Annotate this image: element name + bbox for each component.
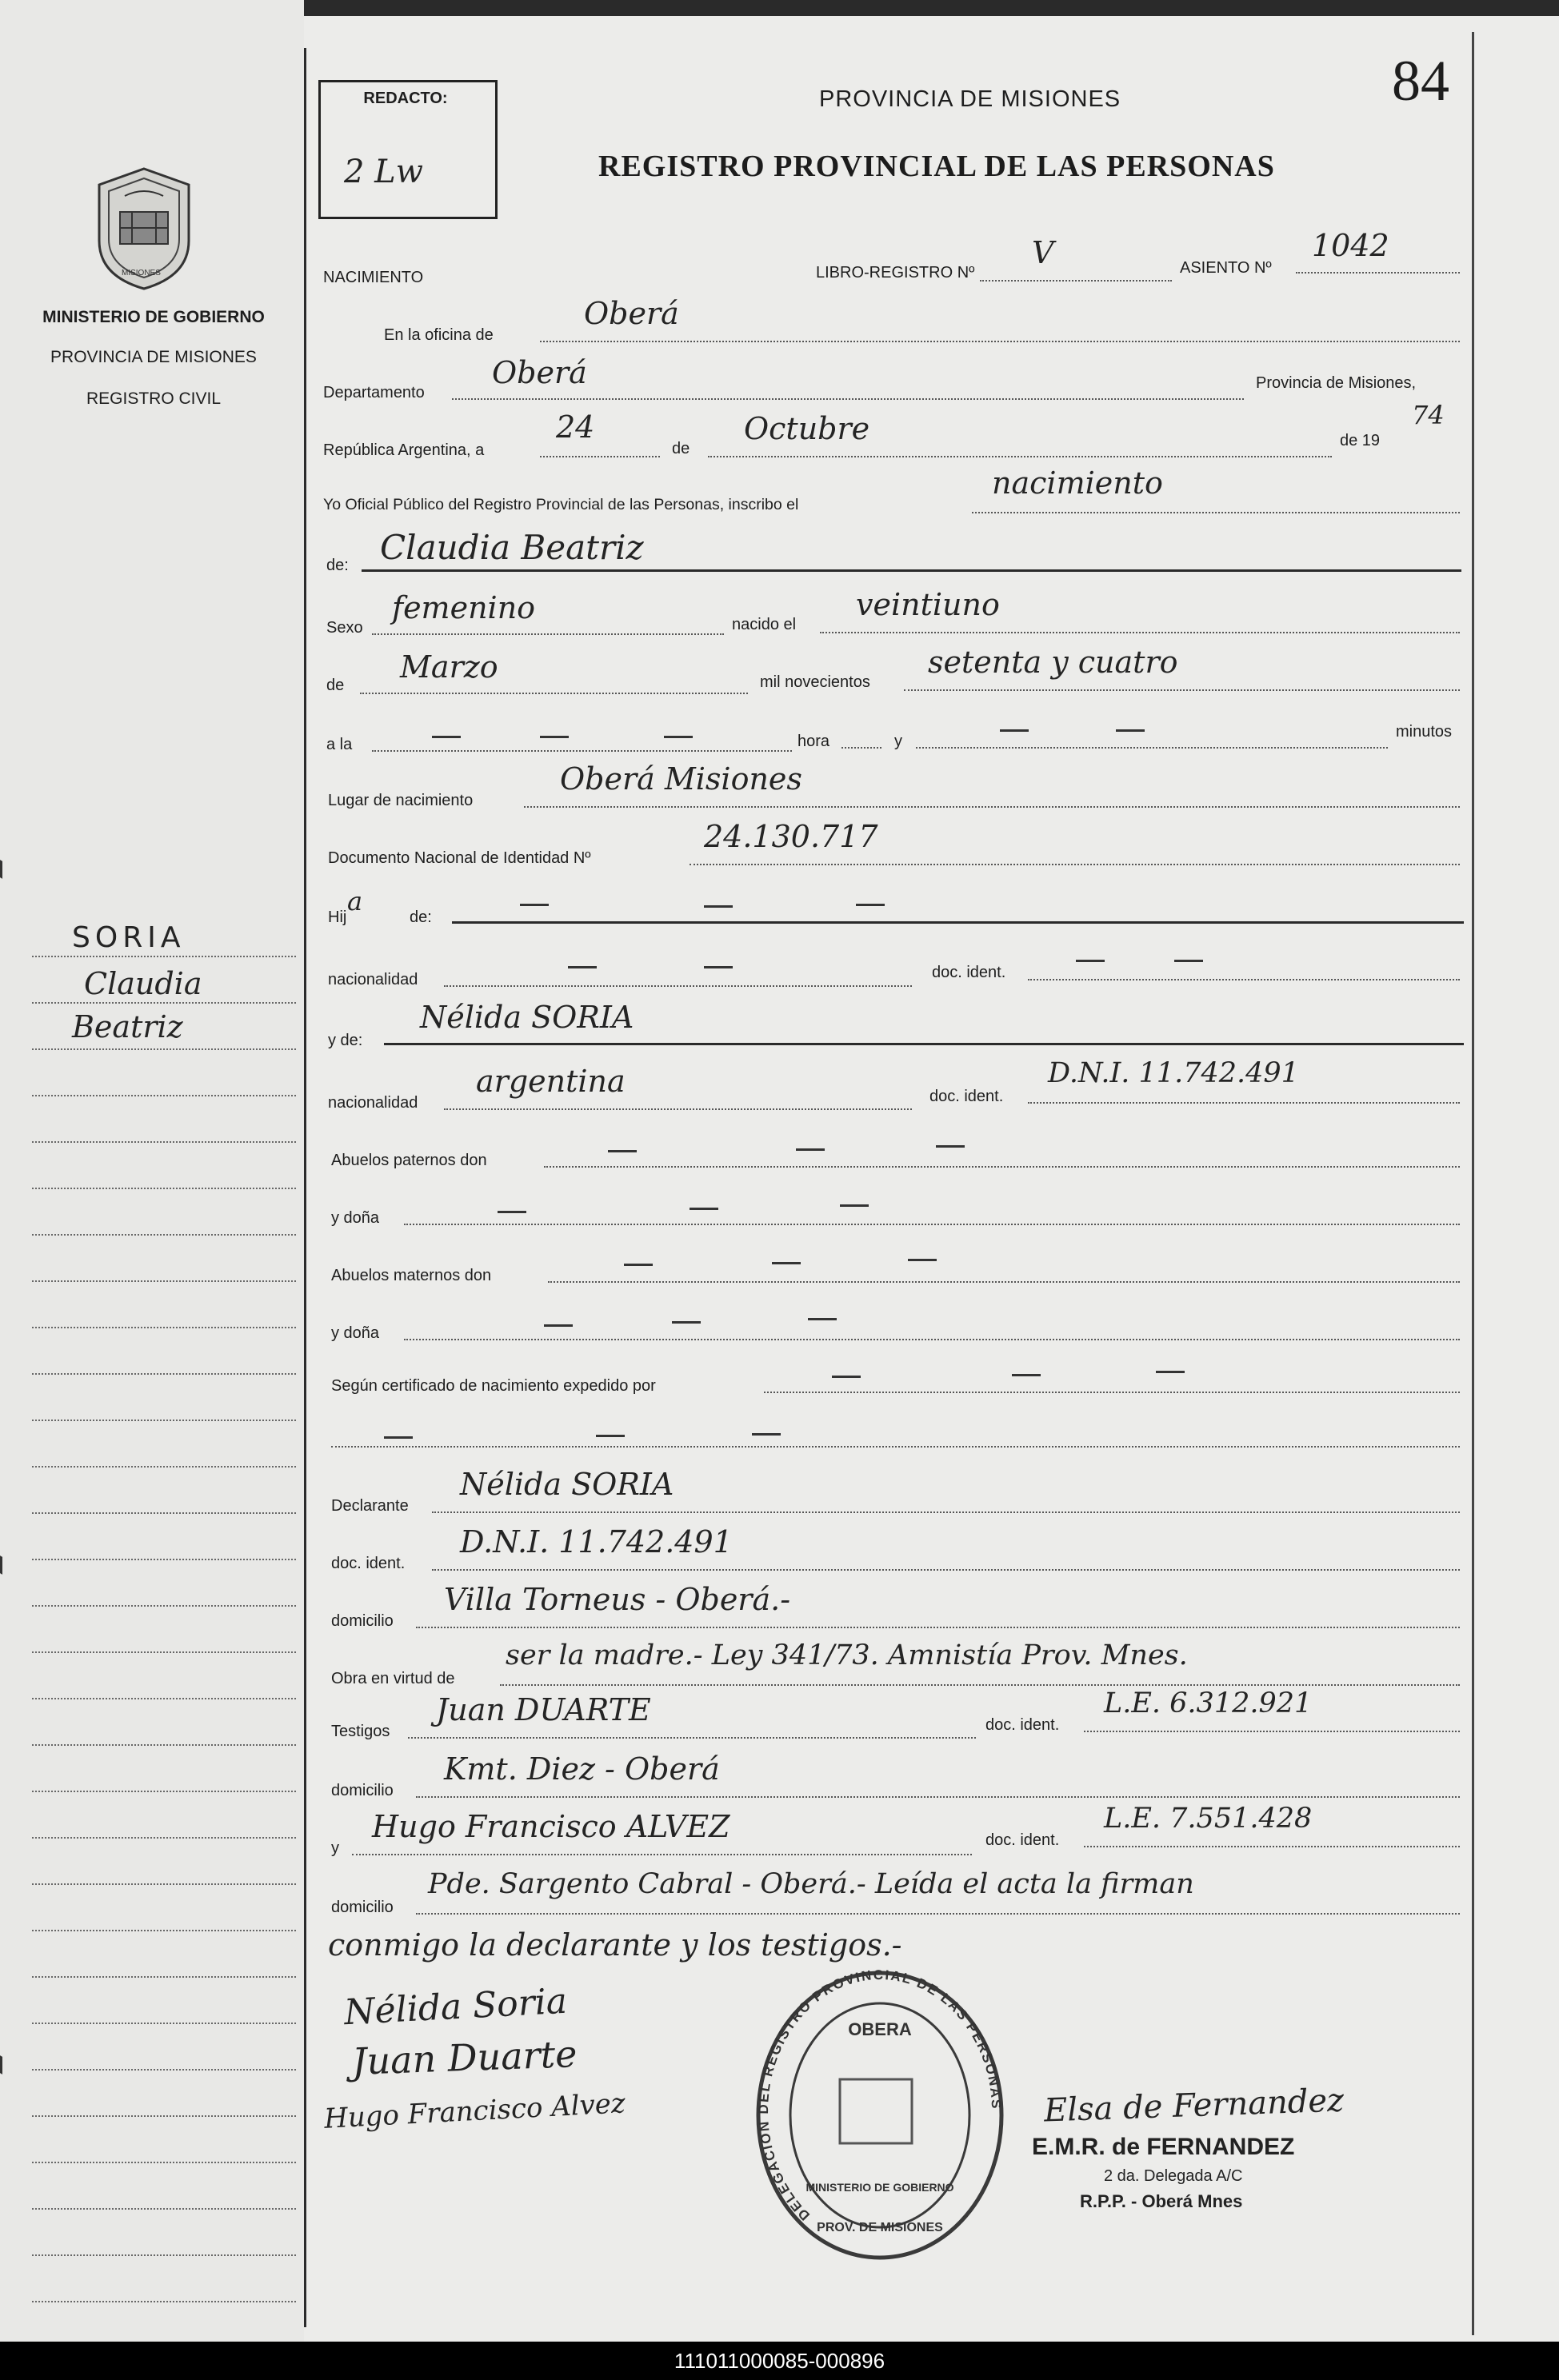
signature-testigo2: Hugo Francisco Alvez bbox=[323, 2087, 626, 2135]
footer-document-id: 111011000085-000896 bbox=[0, 2342, 1559, 2380]
emblem-label: MISIONES bbox=[122, 269, 161, 278]
lugar-value: Oberá Misiones bbox=[560, 761, 802, 797]
margin-rule-line bbox=[32, 1559, 296, 1560]
margin-rule-line bbox=[32, 2162, 296, 2163]
doc2-value: D.N.I. 11.742.491 bbox=[1048, 1057, 1299, 1089]
libro-value: V bbox=[1032, 235, 1054, 270]
test-doc2-label: doc. ident. bbox=[985, 1831, 1060, 1849]
margin-rule-line bbox=[32, 1930, 296, 1931]
testigo2-value: Hugo Francisco ALVEZ bbox=[372, 1809, 730, 1844]
blank-dash bbox=[432, 736, 461, 738]
libro-label: LIBRO-REGISTRO Nº bbox=[816, 264, 975, 282]
closing-text: conmigo la declarante y los testigos.- bbox=[328, 1927, 902, 1963]
hora2-line bbox=[841, 747, 881, 749]
nacimiento-label: NACIMIENTO bbox=[323, 269, 424, 286]
test-doc2-line bbox=[1084, 1846, 1460, 1847]
mes-nac-value: Marzo bbox=[400, 649, 498, 685]
margin-rule-line bbox=[32, 1002, 296, 1004]
test-doc2-value: L.E. 7.551.428 bbox=[1104, 1803, 1313, 1835]
asiento-label: ASIENTO Nº bbox=[1180, 259, 1272, 277]
blank-dash bbox=[704, 905, 733, 908]
margin-rule-line bbox=[32, 2301, 296, 2302]
lugar-label: Lugar de nacimiento bbox=[328, 792, 474, 809]
margin-rule-line bbox=[32, 1466, 296, 1468]
official-seal-stamp bbox=[752, 1967, 1008, 2263]
margin-rule-line bbox=[32, 1280, 296, 1282]
segun-line bbox=[764, 1392, 1460, 1393]
registry-title: REGISTRO PROVINCIAL DE LAS PERSONAS bbox=[598, 150, 1275, 183]
hijo-label: Hij bbox=[328, 908, 347, 926]
domicilio3-line bbox=[416, 1913, 1460, 1915]
margin-surname: SORIA bbox=[72, 921, 186, 954]
margin-rule-line bbox=[32, 1188, 296, 1189]
signature-declarante: Nélida Soria bbox=[342, 1980, 569, 2034]
declarante-label: Declarante bbox=[331, 1497, 409, 1515]
blank-dash bbox=[672, 1321, 701, 1324]
nacido-label: nacido el bbox=[732, 616, 797, 633]
margin-rule-line bbox=[32, 1327, 296, 1328]
dni-line bbox=[690, 864, 1460, 865]
abuelos-pat-label: Abuelos paternos don bbox=[331, 1152, 487, 1169]
nac1-label: nacionalidad bbox=[328, 971, 418, 988]
domicilio3-value: Pde. Sargento Cabral - Oberá.- Leída el acta la firman bbox=[428, 1868, 1194, 1900]
nac2-line bbox=[444, 1108, 912, 1110]
madre-value: Nélida SORIA bbox=[420, 1000, 634, 1035]
blank-dash bbox=[596, 1435, 625, 1437]
margin-civil: REGISTRO CIVIL bbox=[86, 389, 222, 408]
republica-label: República Argentina, a bbox=[323, 441, 485, 459]
blank-dash bbox=[544, 1324, 573, 1327]
blank-dash bbox=[624, 1264, 653, 1266]
obra-value: ser la madre.- Ley 341/73. Amnistía Prov. Mnes. bbox=[506, 1639, 1188, 1671]
departamento-line bbox=[452, 398, 1244, 400]
obra-label: Obra en virtud de bbox=[331, 1670, 455, 1687]
lugar-line bbox=[524, 806, 1460, 808]
domicilio2-label: domicilio bbox=[331, 1782, 394, 1799]
de-label: de bbox=[672, 440, 690, 457]
dni-value: 24.130.717 bbox=[704, 819, 878, 854]
blank-dash bbox=[384, 1436, 413, 1439]
blank-dash bbox=[856, 904, 885, 906]
blank-dash bbox=[690, 1208, 718, 1210]
blank-dash bbox=[664, 736, 693, 738]
de2-label: de bbox=[326, 677, 345, 694]
provincia-label: Provincia de Misiones, bbox=[1256, 374, 1417, 392]
blank-dash bbox=[498, 1211, 526, 1213]
anio-nac-line bbox=[904, 689, 1460, 691]
dia-line bbox=[540, 456, 660, 457]
margin-rule-line bbox=[32, 1095, 296, 1096]
departamento-label: Departamento bbox=[323, 384, 425, 401]
oficina-line bbox=[540, 341, 1460, 342]
padre-line bbox=[452, 921, 1464, 924]
blank-dash bbox=[1012, 1374, 1041, 1376]
oficial-line bbox=[972, 512, 1460, 513]
seal-ring-text: DELEGACION DEL REGISTRO PROVINCIAL DE LAS PERSONAS bbox=[755, 1967, 1005, 2224]
official-role: 2 da. Delegada A/C bbox=[1104, 2167, 1243, 2185]
oficina-label: En la oficina de bbox=[384, 326, 494, 344]
doc1-line bbox=[1028, 979, 1460, 980]
libro-line bbox=[980, 280, 1172, 282]
margin-rule-line bbox=[32, 2254, 296, 2256]
hora-line bbox=[372, 750, 792, 752]
nac1-line bbox=[444, 985, 912, 987]
blank-dash bbox=[520, 904, 549, 906]
blank-dash bbox=[1156, 1371, 1185, 1373]
abuelos-pat-line bbox=[544, 1166, 1460, 1168]
domicilio1-line bbox=[416, 1627, 1460, 1628]
nacido-line bbox=[820, 632, 1460, 633]
testigo1-line bbox=[408, 1737, 976, 1739]
abuelos-mat-line bbox=[548, 1281, 1460, 1283]
margin-rule-line bbox=[32, 956, 296, 957]
official-signature: Elsa de Fernandez bbox=[1043, 2082, 1345, 2130]
mil-label: mil novecientos bbox=[760, 673, 870, 691]
blank-dash bbox=[936, 1145, 965, 1148]
ydona1-label: y doña bbox=[331, 1209, 380, 1227]
seal-top-text: OBERA bbox=[848, 2019, 912, 2039]
margin-rule-line bbox=[32, 1744, 296, 1746]
official-name: E.M.R. de FERNANDEZ bbox=[1032, 2134, 1295, 2160]
mes-value: Octubre bbox=[744, 411, 870, 446]
blank-dash bbox=[752, 1433, 781, 1436]
testigo1-value: Juan DUARTE bbox=[436, 1692, 651, 1727]
dia-value: 24 bbox=[556, 409, 595, 445]
domicilio2-value: Kmt. Diez - Oberá bbox=[444, 1751, 720, 1787]
doc2-label: doc. ident. bbox=[929, 1088, 1004, 1105]
nac2-label: nacionalidad bbox=[328, 1094, 418, 1112]
margin-rule-line bbox=[32, 1512, 296, 1514]
blank-dash bbox=[772, 1262, 801, 1264]
madre-line bbox=[384, 1043, 1464, 1045]
margin-rule-line bbox=[32, 1976, 296, 1978]
abuelos-mat-label: Abuelos maternos don bbox=[331, 1267, 492, 1284]
blank-dash bbox=[832, 1376, 861, 1378]
test-doc1-line bbox=[1084, 1731, 1460, 1732]
blank-dash bbox=[608, 1150, 637, 1152]
anio-value: 74 bbox=[1412, 400, 1445, 430]
y-label: y bbox=[894, 733, 902, 750]
yde-label: y de: bbox=[328, 1032, 363, 1049]
sexo-value: femenino bbox=[392, 590, 536, 625]
dni-label: Documento Nacional de Identidad Nº bbox=[328, 849, 591, 867]
official-office: R.P.P. - Oberá Mnes bbox=[1080, 2191, 1243, 2211]
de-nombre-label: de: bbox=[326, 557, 349, 574]
asiento-value: 1042 bbox=[1312, 228, 1389, 263]
asiento-line bbox=[1296, 272, 1460, 274]
blank-dash bbox=[1076, 960, 1105, 962]
margin-rule-line bbox=[32, 1373, 296, 1375]
mes-nac-line bbox=[360, 693, 748, 694]
margin-rule-line bbox=[32, 1651, 296, 1653]
anio-nac-value: setenta y cuatro bbox=[928, 645, 1178, 680]
margin-rule-line bbox=[32, 2023, 296, 2024]
oficina-value: Oberá bbox=[584, 296, 679, 331]
margin-rule-line bbox=[32, 1605, 296, 1607]
domicilio3-label: domicilio bbox=[331, 1899, 394, 1916]
page-number: 84 bbox=[1392, 49, 1449, 113]
domicilio2-line bbox=[416, 1796, 1460, 1798]
test-doc1-value: L.E. 6.312.921 bbox=[1104, 1687, 1313, 1719]
margin-rule-line bbox=[32, 1837, 296, 1839]
province-title: PROVINCIA DE MISIONES bbox=[819, 86, 1121, 112]
departamento-value: Oberá bbox=[492, 355, 587, 390]
mes-line bbox=[708, 456, 1332, 457]
blank-dash bbox=[568, 966, 597, 968]
nac2-value: argentina bbox=[476, 1064, 626, 1099]
hora-label: hora bbox=[797, 733, 830, 750]
blank-dash bbox=[1000, 729, 1029, 732]
signature-testigo1: Juan Duarte bbox=[351, 2032, 578, 2083]
segun-label: Según certificado de nacimiento expedido por bbox=[331, 1377, 656, 1395]
doc2-line bbox=[1028, 1102, 1460, 1104]
domicilio1-label: domicilio bbox=[331, 1612, 394, 1630]
margin-rule-line bbox=[32, 1698, 296, 1699]
margin-rule-line bbox=[32, 2115, 296, 2117]
redacto-value: 2 Lw bbox=[344, 154, 423, 190]
minutos-label: minutos bbox=[1396, 723, 1453, 741]
margin-middlename: Beatriz bbox=[72, 1009, 183, 1044]
decl-doc-line bbox=[432, 1569, 1460, 1571]
segun2-line bbox=[331, 1446, 1460, 1448]
obra-line bbox=[500, 1684, 1460, 1686]
right-border bbox=[1472, 32, 1474, 2335]
oficial-value: nacimiento bbox=[992, 465, 1163, 501]
ministry-title: MINISTERIO DE GOBIERNO bbox=[42, 308, 265, 326]
declarante-line bbox=[432, 1511, 1460, 1513]
seal-bottom-text: PROV. DE MISIONES bbox=[817, 2221, 943, 2234]
blank-dash bbox=[1174, 960, 1203, 962]
blank-dash bbox=[908, 1259, 937, 1261]
nacido-value: veintiuno bbox=[856, 587, 1000, 622]
margin-province: PROVINCIA DE MISIONES bbox=[50, 348, 257, 366]
sexo-label: Sexo bbox=[326, 619, 363, 637]
margin-rule-line bbox=[32, 1234, 296, 1236]
blank-dash bbox=[808, 1318, 837, 1320]
y2-label: y bbox=[331, 1839, 339, 1857]
seal-inner-text: MINISTERIO DE GOBIERNO bbox=[805, 2181, 954, 2194]
ydona1-line bbox=[404, 1224, 1460, 1225]
hijo-de-label: de: bbox=[410, 908, 432, 926]
hijo-suffix: a bbox=[347, 886, 363, 916]
blank-dash bbox=[540, 736, 569, 738]
ydona2-line bbox=[404, 1339, 1460, 1340]
decl-doc-value: D.N.I. 11.742.491 bbox=[460, 1524, 733, 1559]
decl-doc-label: doc. ident. bbox=[331, 1555, 406, 1572]
nombre-line bbox=[362, 569, 1461, 572]
redacto-label: REDACTO: bbox=[363, 90, 448, 107]
blank-dash bbox=[840, 1204, 869, 1207]
margin-divider bbox=[304, 48, 306, 2327]
testigos-label: Testigos bbox=[331, 1723, 390, 1740]
margin-rule-line bbox=[32, 2069, 296, 2071]
blank-dash bbox=[704, 966, 733, 968]
margin-rule-line bbox=[32, 1141, 296, 1143]
margin-rule-line bbox=[32, 1420, 296, 1421]
top-dark-strip bbox=[272, 0, 1559, 16]
domicilio1-value: Villa Torneus - Oberá.- bbox=[444, 1582, 791, 1617]
margin-firstname: Claudia bbox=[84, 966, 202, 1001]
de19-label: de 19 bbox=[1340, 432, 1381, 449]
nombre-value: Claudia Beatriz bbox=[380, 528, 644, 567]
margin-rule-line bbox=[32, 2208, 296, 2210]
margin-rule-line bbox=[32, 1883, 296, 1885]
test-doc1-label: doc. ident. bbox=[985, 1716, 1060, 1734]
testigo2-line bbox=[352, 1854, 972, 1855]
declarante-value: Nélida SORIA bbox=[460, 1467, 674, 1502]
ala-label: a la bbox=[326, 736, 353, 753]
oficial-label: Yo Oficial Público del Registro Provincial de las Personas, inscribo el bbox=[323, 496, 799, 513]
sexo-line bbox=[372, 633, 724, 635]
margin-rule-line bbox=[32, 1048, 296, 1050]
min-line bbox=[916, 747, 1388, 749]
doc1-label: doc. ident. bbox=[932, 964, 1006, 981]
margin-rule-line bbox=[32, 1791, 296, 1792]
blank-dash bbox=[1116, 729, 1145, 732]
ydona2-label: y doña bbox=[331, 1324, 380, 1342]
blank-dash bbox=[796, 1148, 825, 1151]
